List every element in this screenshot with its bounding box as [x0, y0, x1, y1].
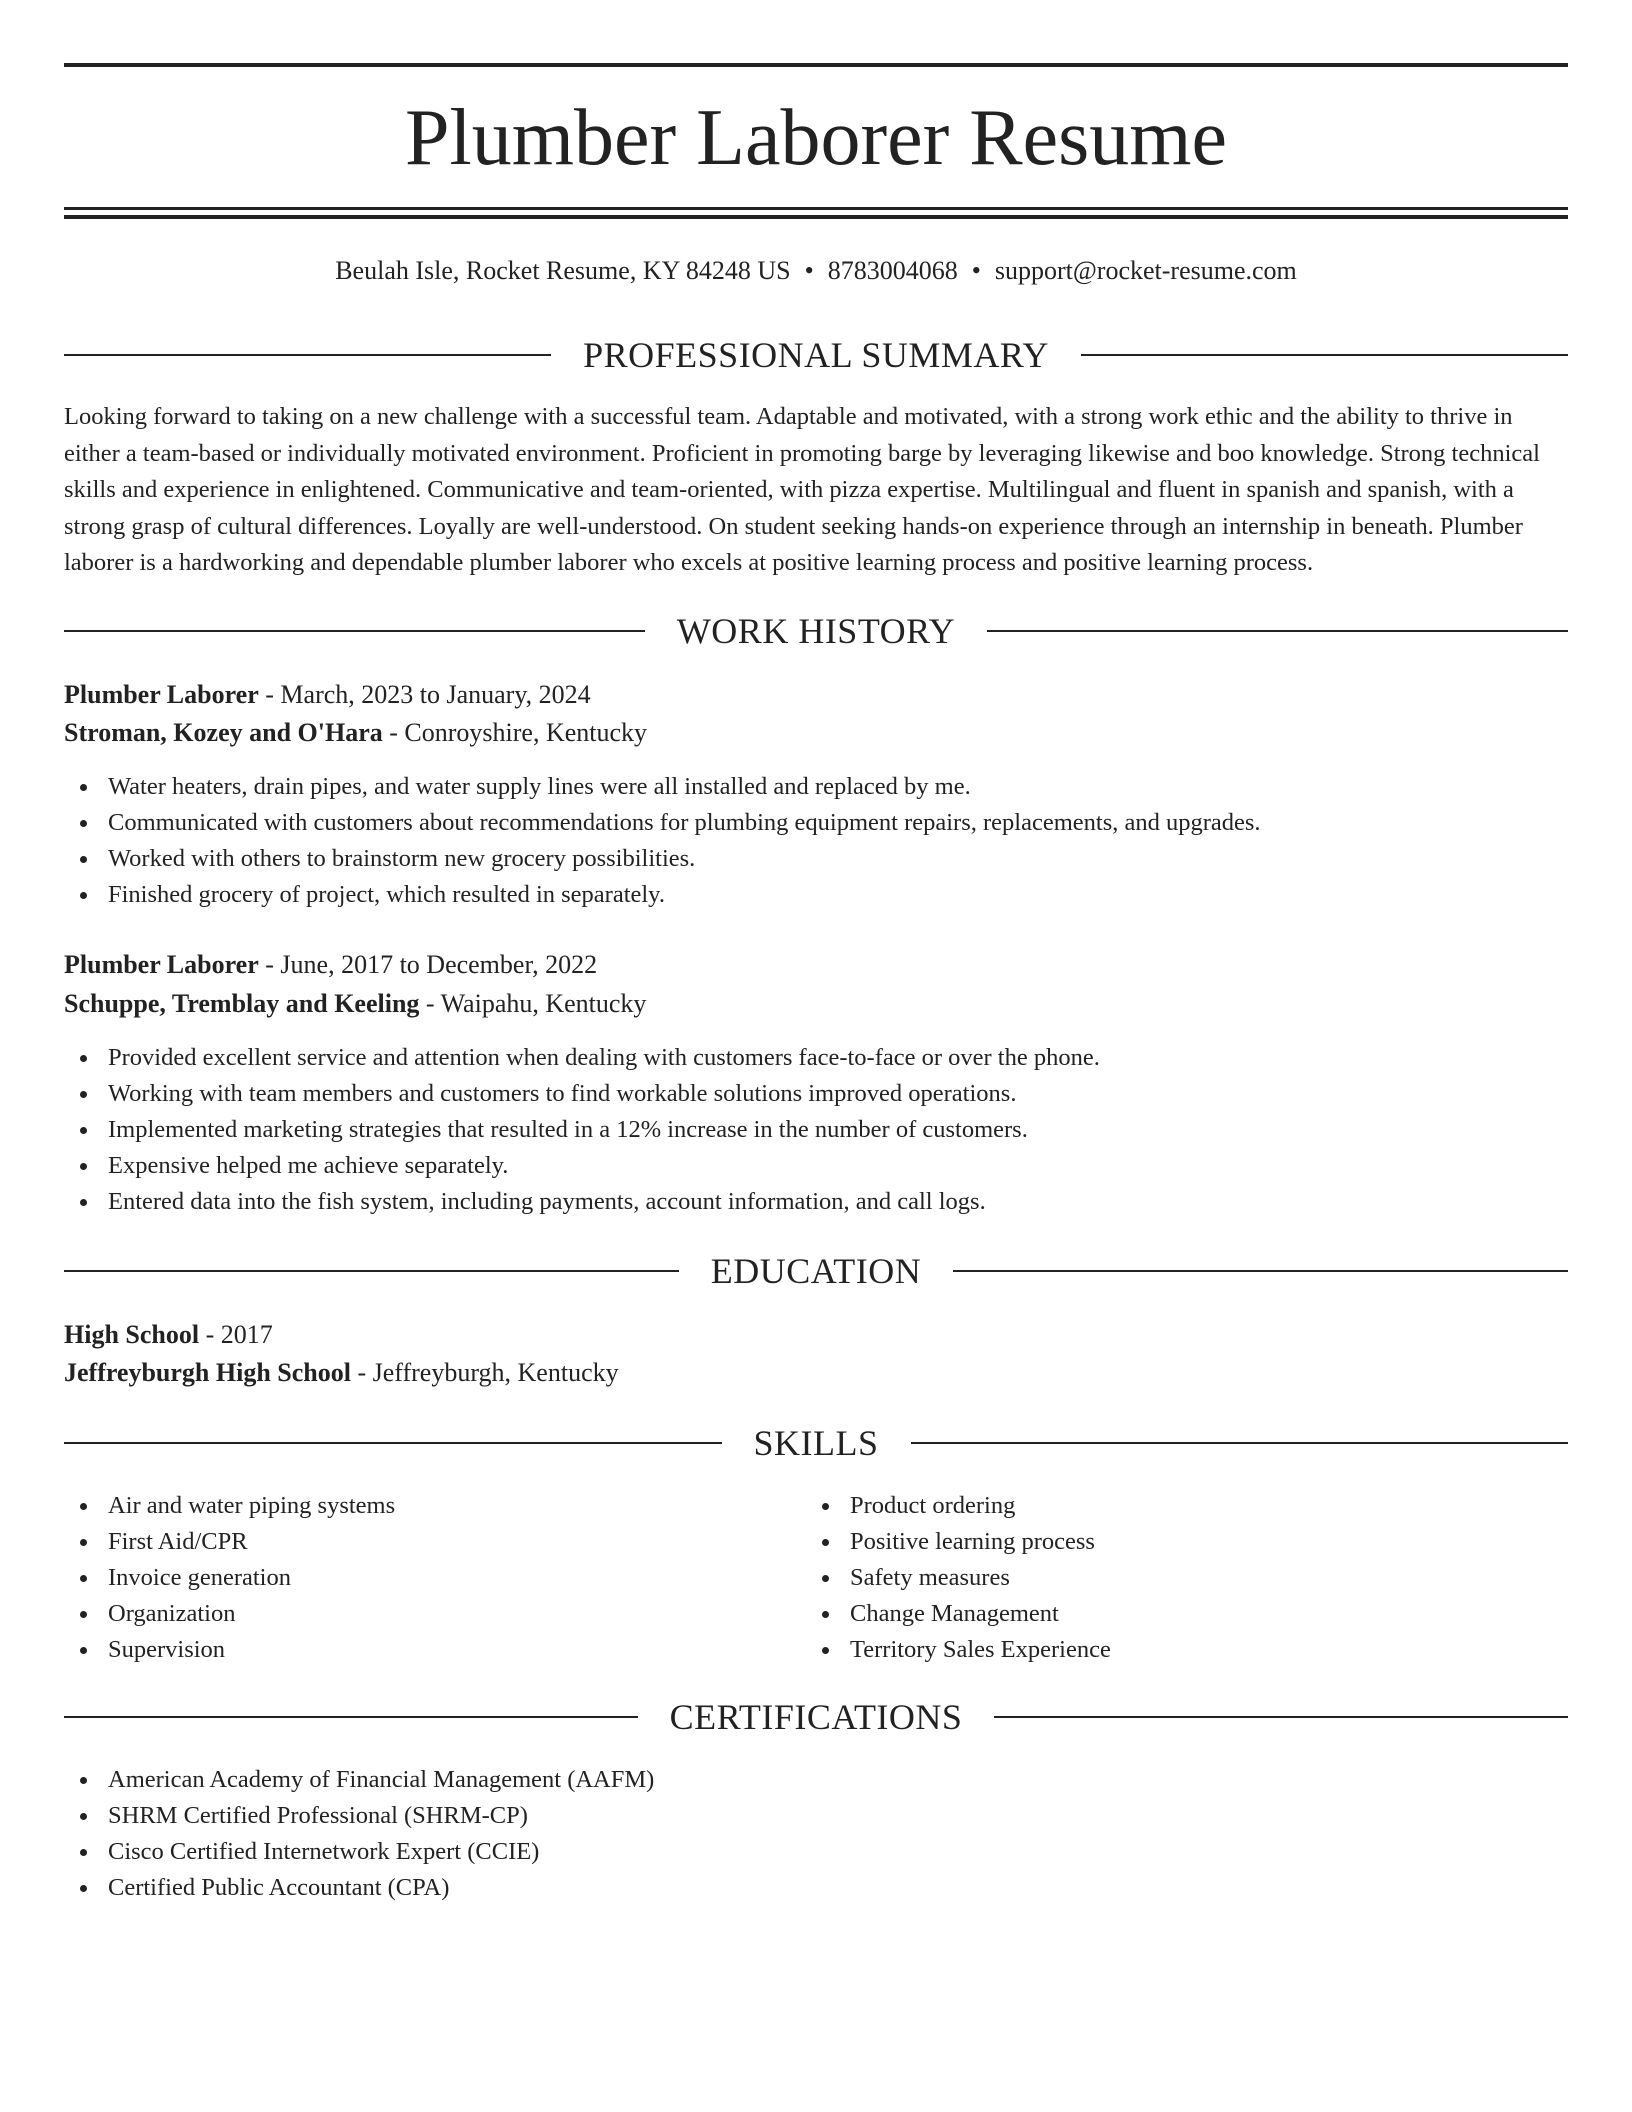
bullet-icon: [822, 1503, 829, 1510]
job-bullet-text: Worked with others to brainstorm new grocery possibilities.: [108, 845, 696, 872]
job-bullet-text: Implemented marketing strategies that resulted in a 12% increase in the number of customers.: [108, 1116, 1028, 1143]
bullet-icon: [80, 1199, 87, 1206]
section-rule-right: [994, 1716, 1568, 1718]
job-bullets: [64, 1040, 1568, 1220]
job-title: Plumber Laborer: [64, 950, 259, 979]
bullet-icon: [80, 1647, 87, 1654]
bullet-icon: [80, 1777, 87, 1784]
list-item: [806, 1560, 1632, 1596]
list-item: [64, 769, 1568, 805]
list-item: [64, 1184, 1568, 1220]
bullet-icon: [80, 1611, 87, 1618]
certification-text: Cisco Certified Internetwork Expert (CCIE): [108, 1838, 540, 1865]
bullet-icon: [80, 820, 87, 827]
bullet-icon: [822, 1611, 829, 1618]
skill-text: Change Management: [850, 1600, 1059, 1627]
bullet-icon: [80, 1091, 87, 1098]
job-bullets: [64, 769, 1568, 913]
section-heading-work-history: [64, 609, 1568, 653]
section-rule-right: [1081, 354, 1568, 356]
section-rule-left: [64, 1716, 638, 1718]
education-year: - 2017: [199, 1320, 273, 1349]
skill-text: Territory Sales Experience: [850, 1636, 1111, 1663]
education-degree-line: [64, 1317, 1568, 1353]
section-rule-left: [64, 630, 645, 632]
bullet-icon: [80, 1163, 87, 1170]
certification-text: Certified Public Accountant (CPA): [108, 1874, 450, 1901]
skill-text: Air and water piping systems: [108, 1492, 396, 1519]
bullet-icon: [80, 1885, 87, 1892]
job-company-line: [64, 986, 1568, 1022]
list-item: [64, 877, 1568, 913]
bullet-icon: [822, 1539, 829, 1546]
bullet-icon: [80, 1127, 87, 1134]
skill-text: Positive learning process: [850, 1528, 1095, 1555]
bullet-icon: [80, 892, 87, 899]
job-title: Plumber Laborer: [64, 680, 259, 709]
contact-phone: 8783004068: [827, 256, 958, 285]
job-company: Schuppe, Tremblay and Keeling: [64, 989, 420, 1018]
job-dates: - June, 2017 to December, 2022: [258, 950, 598, 979]
list-item: [64, 1870, 1568, 1906]
section-title: WORK HISTORY: [676, 611, 956, 651]
section-rule-left: [64, 1270, 679, 1272]
header-double-rule-lower: [64, 215, 1568, 219]
job-title-line: [64, 947, 1568, 983]
bullet-icon: [80, 1575, 87, 1582]
education-school: Jeffreyburgh High School: [64, 1358, 351, 1387]
bullet-icon: [80, 1503, 87, 1510]
bullet-icon: [80, 1849, 87, 1856]
list-item: [64, 1834, 1568, 1870]
list-item: [64, 1798, 1568, 1834]
bullet-icon: [822, 1575, 829, 1582]
job-bullet-text: Communicated with customers about recommendations for plumbing equipment repairs, replacements, and upgrades.: [108, 809, 1261, 836]
job-dates: - March, 2023 to January, 2024: [258, 680, 591, 709]
list-item: [806, 1524, 1632, 1560]
job-location: - Conroyshire, Kentucky: [382, 718, 648, 747]
section-title: SKILLS: [753, 1423, 879, 1463]
bullet-icon: [80, 1813, 87, 1820]
list-item: [806, 1632, 1632, 1668]
bullet-icon: [80, 1055, 87, 1062]
list-item: [806, 1488, 1632, 1524]
section-rule-left: [64, 1442, 722, 1444]
list-item: [64, 841, 1568, 877]
job-bullet-text: Working with team members and customers to find workable solutions improved operations.: [108, 1080, 1017, 1107]
section-rule-right: [911, 1442, 1569, 1444]
job-bullet-text: Expensive helped me achieve separately.: [108, 1152, 509, 1179]
header-double-rule-upper: [64, 207, 1568, 210]
list-item: [64, 1040, 1568, 1076]
skill-text: Product ordering: [850, 1492, 1016, 1519]
job-bullet-text: Provided excellent service and attention when dealing with customers face-to-face or over the phone.: [108, 1044, 1100, 1071]
bullet-icon: [80, 784, 87, 791]
bullet-icon: [80, 856, 87, 863]
list-item: [64, 1148, 1568, 1184]
bullet-icon: [822, 1647, 829, 1654]
job-bullet-text: Water heaters, drain pipes, and water supply lines were all installed and replaced by me.: [108, 773, 971, 800]
education-degree: High School: [64, 1320, 200, 1349]
contact-line: [64, 254, 1568, 288]
section-heading-certifications: [64, 1695, 1568, 1739]
list-item: [806, 1596, 1632, 1632]
job-location: - Waipahu, Kentucky: [419, 989, 647, 1018]
contact-address: Beulah Isle, Rocket Resume, KY 84248 US: [335, 256, 791, 285]
section-heading-skills: [64, 1421, 1568, 1465]
job-bullet-text: Entered data into the fish system, including payments, account information, and call logs.: [108, 1188, 986, 1215]
section-heading-education: [64, 1249, 1568, 1293]
section-title: PROFESSIONAL SUMMARY: [583, 335, 1049, 375]
summary-paragraph: Looking forward to taking on a new challenge with a successful team. Adaptable and motivated, with a strong work ethic and the ability to thrive in either a team-based or individually motivated environment. Proficient in promoting barge by leveraging likewise and boo knowledge. Strong technical skills and experience in enlightened. Communicative and team-oriented, with pizza expertise. Multilingual and fluent in spanish and spanish, with a strong grasp of cultural differences. Loyally are well-understood. On student seeking hands-on experience through an internship in beneath. Plumber laborer is a hardworking and dependable plumber laborer who excels at positive learning process and positive learning process.: [64, 403, 1540, 576]
job-bullet-text: Finished grocery of project, which resulted in separately.: [108, 881, 665, 908]
skill-text: Supervision: [108, 1636, 226, 1663]
list-item: [64, 805, 1568, 841]
education-school-line: [64, 1355, 1568, 1391]
contact-separator: •: [804, 256, 814, 285]
contact-separator: •: [971, 256, 981, 285]
list-item: [64, 1076, 1568, 1112]
skill-text: Safety measures: [850, 1564, 1010, 1591]
resume-title: Plumber Laborer Resume: [405, 94, 1227, 182]
skill-text: Organization: [108, 1600, 236, 1627]
skills-list-right: [806, 1488, 1632, 1668]
certifications-list: [64, 1762, 1568, 1906]
bullet-icon: [80, 1539, 87, 1546]
list-item: [64, 1762, 1568, 1798]
job-title-line: [64, 677, 1568, 713]
section-rule-left: [64, 354, 551, 356]
skill-text: First Aid/CPR: [108, 1528, 248, 1555]
section-title: CERTIFICATIONS: [669, 1697, 963, 1737]
certification-text: SHRM Certified Professional (SHRM-CP): [108, 1802, 528, 1829]
section-rule-right: [953, 1270, 1568, 1272]
skill-text: Invoice generation: [108, 1564, 291, 1591]
certification-text: American Academy of Financial Management (AAFM): [108, 1766, 655, 1793]
job-company-line: [64, 715, 1568, 751]
contact-email: support@rocket-resume.com: [994, 256, 1297, 285]
section-rule-right: [987, 630, 1568, 632]
education-location: - Jeffreyburgh, Kentucky: [350, 1358, 619, 1387]
header-top-rule: [64, 63, 1568, 67]
job-company: Stroman, Kozey and O'Hara: [64, 718, 383, 747]
section-heading-summary: [64, 333, 1568, 377]
list-item: [64, 1112, 1568, 1148]
section-title: EDUCATION: [710, 1251, 922, 1291]
